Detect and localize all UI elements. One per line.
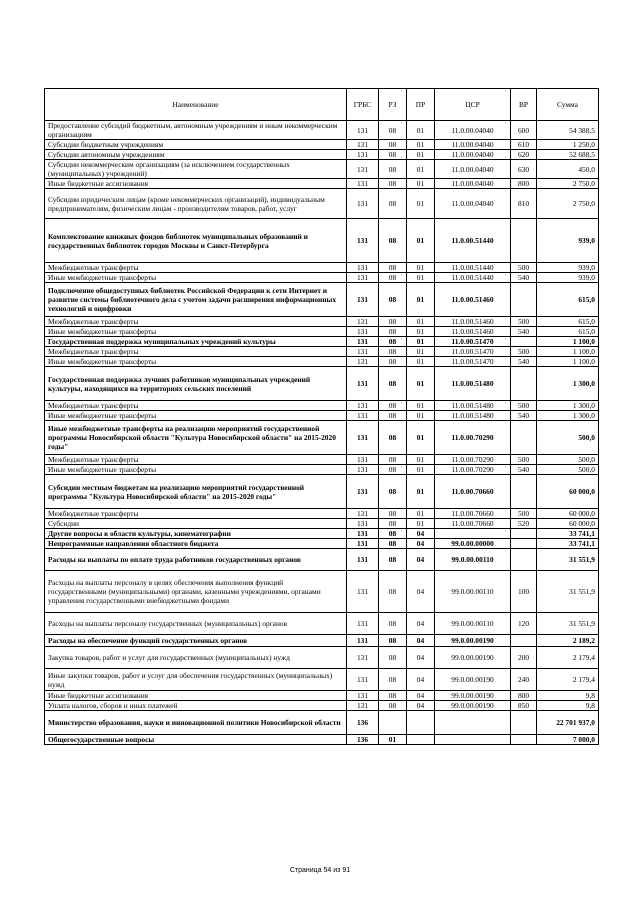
row-name: Расходы на выплаты персоналу в целях обеспечения выполнения функций государственными (муниципальными) органами, казенными учреждениями, органами управления государственными внебюджетными фондами [45,571,347,613]
row-name: Иные закупки товаров, работ и услуг для обеспечения государственных (муниципальных) нужд [45,669,347,691]
row-grbs: 131 [347,519,379,529]
row-vr: 500 [511,455,537,465]
row-csr: 99.0.00.00190 [435,669,511,691]
row-vr [511,549,537,571]
row-name: Межбюджетные трансферты [45,455,347,465]
row-name: Комплектование книжных фондов библиотек муниципальных образований и государственных библиотек городов Москвы и Санкт-Петербурга [45,219,347,263]
table-row [45,571,599,613]
row-rz: 08 [379,647,407,669]
row-sum: 1 100,0 [537,337,599,347]
table-body [45,121,599,745]
row-vr: 540 [511,465,537,475]
row-sum: 33 741,1 [537,529,599,539]
row-pr: 01 [407,465,435,475]
table-row [45,140,599,150]
row-sum: 7 000,0 [537,735,599,745]
row-grbs: 136 [347,735,379,745]
row-csr: 11.0.00.04040 [435,121,511,140]
row-name: Подключение общедоступных библиотек Российской Федерации к сети Интернет и развитие системы библиотечного дела с учетом задачи расширения информационных технологий и оцифровки [45,283,347,317]
row-grbs: 131 [347,455,379,465]
row-rz: 08 [379,160,407,179]
row-name: Межбюджетные трансферты [45,401,347,411]
table-row [45,337,599,347]
row-pr: 01 [407,179,435,189]
row-pr: 04 [407,613,435,635]
row-pr: 04 [407,549,435,571]
table-row [45,160,599,179]
row-sum: 60 000,0 [537,475,599,509]
row-grbs: 131 [347,327,379,337]
row-sum: 9,8 [537,701,599,711]
row-vr: 240 [511,669,537,691]
row-name: Иные межбюджетные трансферты [45,357,347,367]
row-rz: 08 [379,179,407,189]
row-sum: 615,0 [537,283,599,317]
row-name: Иные межбюджетные трансферты [45,411,347,421]
row-grbs: 131 [347,549,379,571]
table-row [45,509,599,519]
row-name: Межбюджетные трансферты [45,317,347,327]
row-name: Иные бюджетные ассигнования [45,691,347,701]
row-name: Иные бюджетные ассигнования [45,179,347,189]
row-pr: 01 [407,475,435,509]
row-vr: 500 [511,317,537,327]
row-rz: 08 [379,263,407,273]
row-rz: 01 [379,735,407,745]
row-csr: 11.0.00.51470 [435,337,511,347]
row-pr: 04 [407,691,435,701]
row-name: Иные межбюджетные трансферты [45,465,347,475]
row-name: Расходы на обеспечение функций государственных органов [45,635,347,647]
row-grbs: 131 [347,411,379,421]
row-vr [511,337,537,347]
row-pr: 01 [407,455,435,465]
table-row [45,691,599,701]
row-rz: 08 [379,691,407,701]
row-grbs: 131 [347,647,379,669]
row-grbs: 131 [347,701,379,711]
row-grbs: 131 [347,317,379,327]
row-csr: 11.0.00.51460 [435,283,511,317]
row-csr: 11.0.00.70290 [435,455,511,465]
header-grbs: ГРБС [347,89,379,121]
row-vr: 540 [511,357,537,367]
row-name: Межбюджетные трансферты [45,347,347,357]
table-row [45,735,599,745]
row-csr: 11.0.00.51440 [435,273,511,283]
row-csr: 99.0.00.00190 [435,647,511,669]
row-grbs: 131 [347,121,379,140]
row-sum: 2 189,2 [537,635,599,647]
row-grbs: 131 [347,669,379,691]
table-row [45,549,599,571]
row-pr: 04 [407,571,435,613]
budget-table [44,88,599,745]
row-sum: 2 750,0 [537,179,599,189]
table-row [45,189,599,219]
row-vr [511,475,537,509]
row-csr: 11.0.00.51480 [435,411,511,421]
row-name: Непрограммные направления областного бюджета [45,539,347,549]
row-vr: 120 [511,613,537,635]
row-sum: 500,0 [537,455,599,465]
row-rz: 08 [379,401,407,411]
table-row [45,701,599,711]
row-rz: 08 [379,347,407,357]
row-vr [511,539,537,549]
row-vr: 600 [511,121,537,140]
row-csr [435,735,511,745]
row-pr: 01 [407,219,435,263]
row-vr [511,735,537,745]
table-row [45,669,599,691]
row-sum: 2 179,4 [537,647,599,669]
table-header-row [45,89,599,121]
table-row [45,179,599,189]
row-csr: 11.0.00.51440 [435,219,511,263]
row-sum: 615,0 [537,317,599,327]
table-row [45,465,599,475]
row-rz: 08 [379,189,407,219]
row-vr [511,635,537,647]
row-sum: 52 688,5 [537,150,599,160]
row-pr: 04 [407,647,435,669]
table-row [45,475,599,509]
header-csr: ЦСР [435,89,511,121]
row-name: Уплата налогов, сборов и иных платежей [45,701,347,711]
row-grbs: 131 [347,465,379,475]
row-vr: 850 [511,701,537,711]
row-vr: 200 [511,647,537,669]
table-row [45,635,599,647]
row-vr [511,219,537,263]
row-sum: 31 551,9 [537,571,599,613]
row-rz: 08 [379,317,407,327]
row-sum: 500,0 [537,465,599,475]
row-rz: 08 [379,539,407,549]
table-row [45,539,599,549]
table-row [45,273,599,283]
row-pr: 01 [407,160,435,179]
row-sum: 500,0 [537,421,599,455]
row-name: Субсидии некоммерческим организациям (за исключением государственных (муниципальных) учреждений) [45,160,347,179]
row-csr: 11.0.00.70660 [435,519,511,529]
row-pr: 04 [407,701,435,711]
row-rz: 08 [379,357,407,367]
row-pr: 01 [407,411,435,421]
row-rz: 08 [379,219,407,263]
row-pr: 01 [407,121,435,140]
row-grbs: 131 [347,189,379,219]
table-row [45,357,599,367]
row-sum: 54 388,5 [537,121,599,140]
row-rz: 08 [379,327,407,337]
row-sum: 939,0 [537,219,599,263]
row-csr: 11.0.00.04040 [435,160,511,179]
row-csr [435,711,511,735]
row-sum: 939,0 [537,263,599,273]
row-pr [407,735,435,745]
row-rz: 08 [379,411,407,421]
row-csr: 11.0.00.04040 [435,189,511,219]
row-sum: 22 701 937,0 [537,711,599,735]
row-csr: 11.0.00.51470 [435,357,511,367]
row-grbs: 136 [347,711,379,735]
table-row [45,401,599,411]
row-pr: 01 [407,283,435,317]
row-rz [379,711,407,735]
row-vr: 800 [511,179,537,189]
row-name: Другие вопросы в области культуры, кинематографии [45,529,347,539]
row-csr: 99.0.00.00110 [435,613,511,635]
row-name: Общегосударственные вопросы [45,735,347,745]
row-rz: 08 [379,509,407,519]
row-csr: 99.0.00.00190 [435,701,511,711]
row-grbs: 131 [347,219,379,263]
row-rz: 08 [379,549,407,571]
header-name: Наименование [45,89,347,121]
row-grbs: 131 [347,509,379,519]
table-row [45,263,599,273]
row-rz: 08 [379,465,407,475]
row-csr: 99.0.00.00190 [435,691,511,701]
header-pr: ПР [407,89,435,121]
row-grbs: 131 [347,347,379,357]
row-vr [511,529,537,539]
row-name: Субсидии бюджетным учреждениям [45,140,347,150]
row-name: Субсидии [45,519,347,529]
header-sum: Сумма [537,89,599,121]
row-csr: 11.0.00.51460 [435,327,511,337]
row-vr [511,421,537,455]
row-pr: 04 [407,539,435,549]
row-grbs: 131 [347,571,379,613]
row-sum: 615,0 [537,327,599,337]
row-name: Расходы на выплаты по оплате труда работников государственных органов [45,549,347,571]
row-csr [435,529,511,539]
row-pr: 04 [407,635,435,647]
table-row [45,613,599,635]
row-grbs: 131 [347,691,379,701]
row-grbs: 131 [347,529,379,539]
row-sum: 1 300,0 [537,367,599,401]
table-row [45,529,599,539]
row-rz: 08 [379,519,407,529]
row-pr [407,711,435,735]
row-pr: 01 [407,263,435,273]
row-pr: 01 [407,317,435,327]
table-row [45,317,599,327]
row-grbs: 131 [347,263,379,273]
row-vr: 610 [511,140,537,150]
row-vr: 620 [511,150,537,160]
row-name: Межбюджетные трансферты [45,509,347,519]
row-pr: 01 [407,367,435,401]
row-vr: 520 [511,519,537,529]
row-name: Иные межбюджетные трансферты [45,273,347,283]
row-grbs: 131 [347,140,379,150]
row-vr: 810 [511,189,537,219]
row-grbs: 131 [347,160,379,179]
row-vr [511,283,537,317]
row-grbs: 131 [347,539,379,549]
row-sum: 60 000,0 [537,519,599,529]
row-pr: 01 [407,189,435,219]
table-row [45,647,599,669]
row-csr: 11.0.00.04040 [435,179,511,189]
row-csr: 99.0.00.00110 [435,571,511,613]
row-name: Субсидии местным бюджетам на реализацию мероприятий государственной программы "Культура Новосибирской области" на 2015-2020 годы" [45,475,347,509]
row-sum: 450,0 [537,160,599,179]
row-grbs: 131 [347,613,379,635]
table-row [45,455,599,465]
row-pr: 01 [407,140,435,150]
row-pr: 01 [407,337,435,347]
row-csr: 11.0.00.51460 [435,317,511,327]
header-rz: РЗ [379,89,407,121]
row-vr: 500 [511,263,537,273]
row-name: Государственная поддержка лучших работников муниципальных учреждений культуры, находящихся на территориях сельских поселений [45,367,347,401]
row-name: Расходы на выплаты персоналу государственных (муниципальных) органов [45,613,347,635]
row-csr: 99.0.00.00110 [435,549,511,571]
row-sum: 2 750,0 [537,189,599,219]
row-sum: 1 100,0 [537,357,599,367]
row-grbs: 131 [347,367,379,401]
row-grbs: 131 [347,357,379,367]
row-vr: 540 [511,411,537,421]
row-rz: 08 [379,283,407,317]
row-grbs: 131 [347,337,379,347]
row-vr: 500 [511,347,537,357]
row-grbs: 131 [347,421,379,455]
row-sum: 60 000,0 [537,509,599,519]
row-pr: 01 [407,357,435,367]
row-grbs: 131 [347,475,379,509]
row-sum: 31 551,9 [537,549,599,571]
row-csr: 11.0.00.70660 [435,475,511,509]
row-rz: 08 [379,421,407,455]
row-vr: 500 [511,401,537,411]
row-pr: 04 [407,669,435,691]
row-grbs: 131 [347,635,379,647]
row-pr: 01 [407,347,435,357]
row-vr: 800 [511,691,537,701]
row-vr: 630 [511,160,537,179]
row-grbs: 131 [347,401,379,411]
row-name: Субсидии юридическим лицам (кроме некоммерческих организаций), индивидуальным предпринимателям, физическим лицам - производителям товаров, работ, услуг [45,189,347,219]
row-rz: 08 [379,455,407,465]
row-sum: 1 300,0 [537,411,599,421]
row-rz: 08 [379,121,407,140]
row-vr: 500 [511,509,537,519]
row-vr [511,711,537,735]
row-rz: 08 [379,701,407,711]
row-grbs: 131 [347,273,379,283]
row-pr: 01 [407,519,435,529]
row-csr: 11.0.00.51440 [435,263,511,273]
table-row [45,421,599,455]
row-pr: 01 [407,509,435,519]
row-vr: 540 [511,327,537,337]
table-row [45,711,599,735]
row-pr: 01 [407,327,435,337]
row-sum: 939,0 [537,273,599,283]
row-pr: 01 [407,401,435,411]
table-row [45,121,599,140]
row-rz: 08 [379,367,407,401]
table-row [45,283,599,317]
row-name: Предоставление субсидий бюджетным, автономным учреждениям и иным некоммерческим организациям [45,121,347,140]
row-name: Иные межбюджетные трансферты на реализацию мероприятий государственной программы Новосибирской области "Культура Новосибирской области" на 2015-2020 годы" [45,421,347,455]
row-vr [511,367,537,401]
row-sum: 1 300,0 [537,401,599,411]
row-sum: 2 179,4 [537,669,599,691]
row-pr: 01 [407,150,435,160]
row-csr: 11.0.00.04040 [435,150,511,160]
row-csr: 11.0.00.70290 [435,465,511,475]
row-pr: 01 [407,421,435,455]
row-csr: 11.0.00.51470 [435,347,511,357]
row-rz: 08 [379,635,407,647]
row-grbs: 131 [347,150,379,160]
row-rz: 08 [379,273,407,283]
row-name: Закупка товаров, работ и услуг для государственных (муниципальных) нужд [45,647,347,669]
row-sum: 1 100,0 [537,347,599,357]
row-vr: 100 [511,571,537,613]
row-csr: 99.0.00.00000 [435,539,511,549]
row-vr: 540 [511,273,537,283]
row-name: Иные межбюджетные трансферты [45,327,347,337]
row-rz: 08 [379,529,407,539]
row-csr: 99.0.00.00190 [435,635,511,647]
table-row [45,219,599,263]
row-name: Министерство образования, науки и инновационной политики Новосибирской области [45,711,347,735]
row-rz: 08 [379,571,407,613]
row-rz: 08 [379,475,407,509]
row-csr: 11.0.00.04040 [435,140,511,150]
row-csr: 11.0.00.70660 [435,509,511,519]
row-sum: 31 551,9 [537,613,599,635]
row-grbs: 131 [347,179,379,189]
row-name: Субсидии автономным учреждениям [45,150,347,160]
row-pr: 04 [407,529,435,539]
table-row [45,519,599,529]
row-rz: 08 [379,337,407,347]
row-rz: 08 [379,150,407,160]
row-csr: 11.0.00.70290 [435,421,511,455]
row-grbs: 131 [347,283,379,317]
table-row [45,150,599,160]
page-number: Страница 54 из 91 [289,867,351,874]
row-csr: 11.0.00.51480 [435,367,511,401]
row-sum: 1 250,0 [537,140,599,150]
row-rz: 08 [379,140,407,150]
row-sum: 9,8 [537,691,599,701]
row-pr: 01 [407,273,435,283]
row-rz: 08 [379,669,407,691]
table-row [45,327,599,337]
table-row [45,411,599,421]
row-name: Государственная поддержка муниципальных учреждений культуры [45,337,347,347]
header-vr: ВР [511,89,537,121]
row-name: Межбюджетные трансферты [45,263,347,273]
row-sum: 33 741,1 [537,539,599,549]
row-csr: 11.0.00.51480 [435,401,511,411]
table-row [45,367,599,401]
row-rz: 08 [379,613,407,635]
table-row [45,347,599,357]
